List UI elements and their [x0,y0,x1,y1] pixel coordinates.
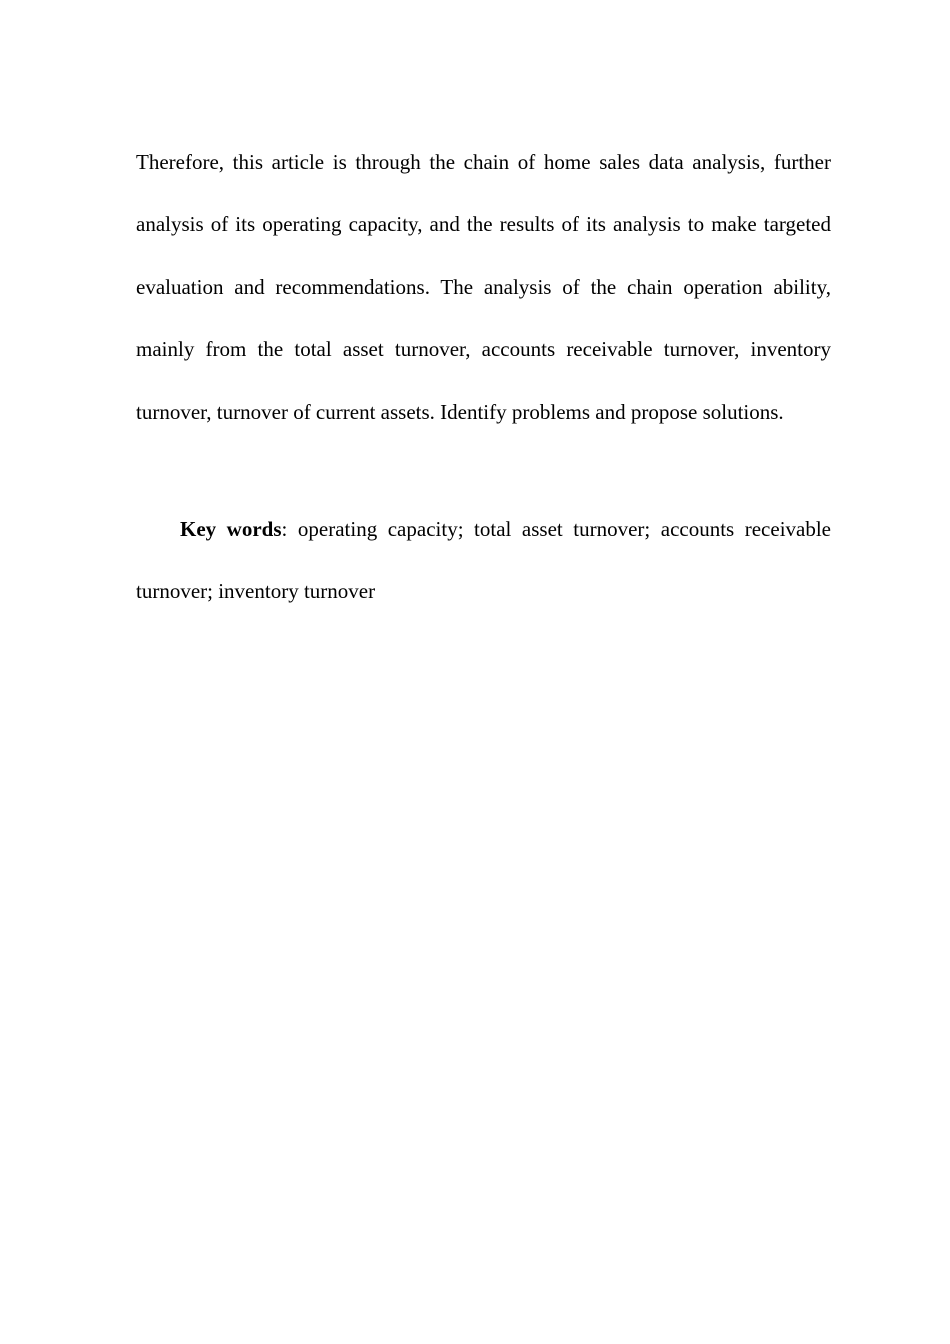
keywords-label: Key words [180,517,282,541]
abstract-paragraph: Therefore, this article is through the chain of home sales data analysis, further analysis of its operating capacity, and the results of its analysis to make targeted evaluation and recommendations. The analysis of the chain operation ability, mainly from the total asset turnover, accounts receivable turnover, inventory turnover, turnover of current assets. Identify problems and propose solutions. [136,150,831,424]
keywords-paragraph [136,498,831,623]
keywords-text: operating capacity; total asset turnover; accounts receivable turnover; inventory turnover [136,517,832,604]
keywords-separator: : [281,517,298,541]
